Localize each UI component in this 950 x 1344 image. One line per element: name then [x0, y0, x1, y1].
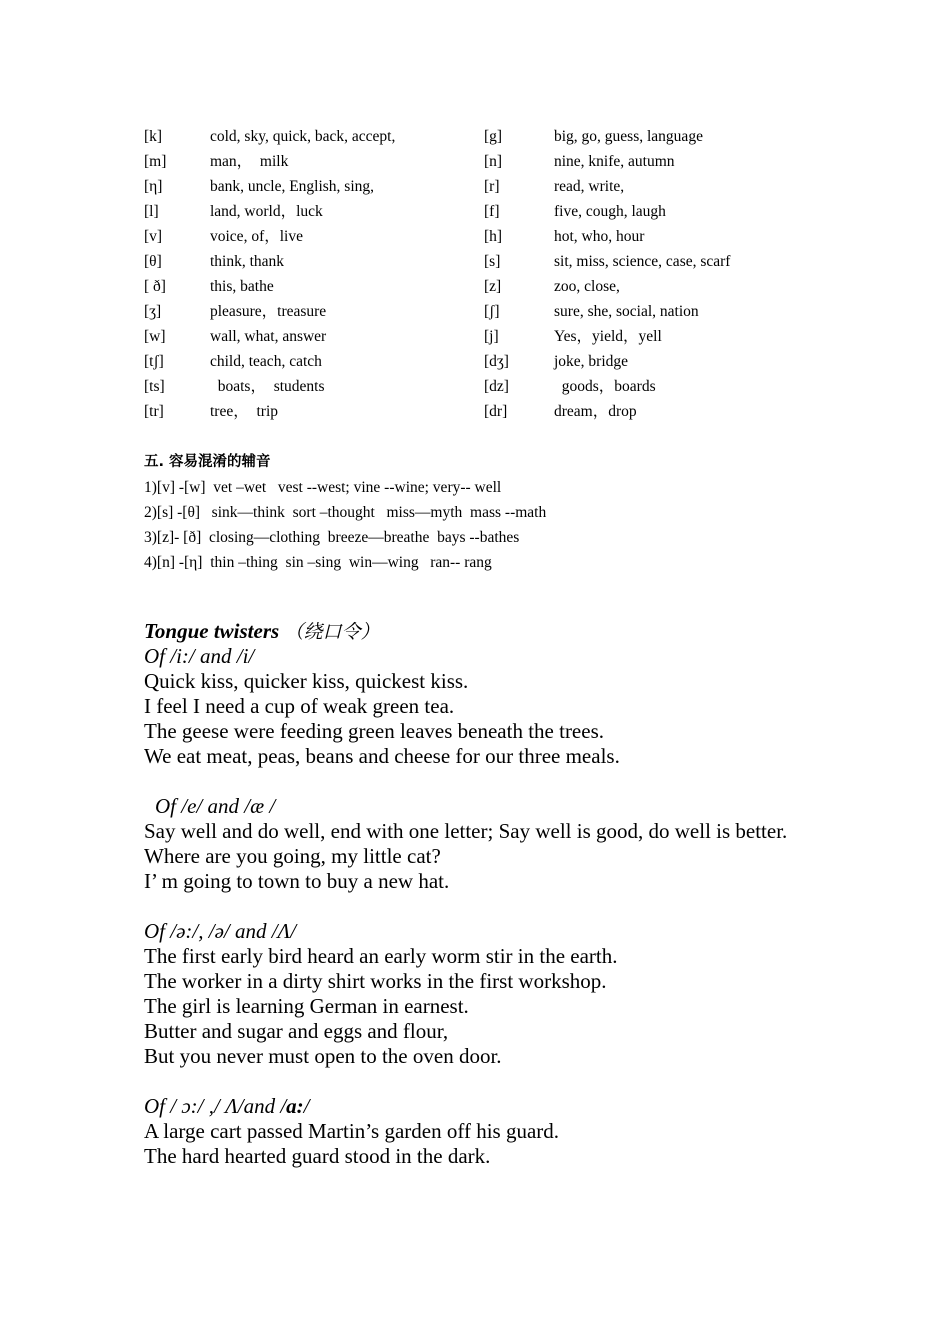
phonetic-symbol: [ ð] [144, 278, 166, 295]
example-words: joke, bridge [554, 353, 629, 370]
twister-line: The geese were feeding green leaves beneath the trees. [144, 719, 605, 743]
example-words: cold, sky, quick, back, accept, [210, 128, 396, 145]
example-words: child, teach, catch [210, 353, 322, 370]
example-words: big, go, guess, language [554, 128, 703, 145]
group-heading: Of /e/ and /æ / [155, 794, 276, 818]
table-row [144, 274, 806, 299]
example-words: sit, miss, science, case, scarf [554, 253, 731, 270]
twister-line: The girl is learning German in earnest. [144, 994, 469, 1018]
table-row [144, 174, 806, 199]
twister-line: The hard hearted guard stood in the dark. [144, 1144, 491, 1168]
table-row [144, 374, 806, 399]
twister-line: Say well and do well, end with one letter; Say well is good, do well is better. [144, 819, 788, 843]
example-words: hot, who, hour [554, 228, 645, 245]
table-row [144, 149, 806, 174]
phonetic-symbol: [f] [484, 203, 500, 220]
phonetic-symbol: [r] [484, 178, 500, 195]
table-row [144, 249, 806, 274]
example-words: voice, of，live [210, 228, 303, 245]
example-words: this, bathe [210, 278, 274, 295]
twister-line: Where are you going, my little cat? [144, 844, 441, 868]
group-heading: Of /i:/ and /i/ [144, 644, 255, 668]
twister-line: Quick kiss, quicker kiss, quickest kiss. [144, 669, 469, 693]
tongue-twisters-heading [144, 619, 806, 644]
consonant-pair: 4)[n] -[η] thin –thing sin –sing win—wing ran-- rang [144, 554, 492, 571]
example-words: boats， students [210, 378, 325, 395]
table-row [144, 349, 806, 374]
phonetic-symbol: [j] [484, 328, 499, 345]
example-words: bank, uncle, English, sing, [210, 178, 375, 195]
tongue-twisters-title-cn: （绕口令） [284, 621, 380, 643]
phonetic-symbol: [v] [144, 228, 163, 245]
phonetic-symbol: [tr] [144, 403, 164, 420]
phonetic-symbol: [η] [144, 178, 163, 195]
twister-line: I feel I need a cup of weak green tea. [144, 694, 455, 718]
example-words: goods，boards [554, 378, 656, 395]
consonant-pair: 3)[z]- [ð] closing—clothing breeze—breathe bays --bathes [144, 529, 520, 546]
example-words: nine, knife, autumn [554, 153, 675, 170]
phonetic-symbol: [ʒ] [144, 303, 162, 320]
phonetic-symbol: [s] [484, 253, 501, 270]
example-words: think, thank [210, 253, 285, 270]
example-words: sure, she, social, nation [554, 303, 699, 320]
phonetic-symbol: [n] [484, 153, 503, 170]
table-row [144, 324, 806, 349]
example-words: tree， trip [210, 403, 279, 420]
page-content [144, 124, 806, 1169]
phonetic-symbol: [w] [144, 328, 166, 345]
phonetic-symbol: [dr] [484, 403, 508, 420]
example-words: five, cough, laugh [554, 203, 666, 220]
example-words: read, write, [554, 178, 625, 195]
phonetic-symbol: [ts] [144, 378, 165, 395]
phonetic-symbol: [dz] [484, 378, 509, 395]
phonetic-symbol: [h] [484, 228, 503, 245]
twister-line: The worker in a dirty shirt works in the first workshop. [144, 969, 607, 993]
phonetic-symbol: [z] [484, 278, 502, 295]
table-row [144, 224, 806, 249]
table-row [144, 124, 806, 149]
twister-line: Butter and sugar and eggs and flour, [144, 1019, 449, 1043]
phonetic-symbol: [l] [144, 203, 159, 220]
twister-line: The first early bird heard an early worm stir in the earth. [144, 944, 618, 968]
group-heading-text: Of / ɔ:/ ,/ Λ/and / [144, 1094, 287, 1118]
twister-line: A large cart passed Martin’s garden off his guard. [144, 1119, 560, 1143]
group-heading-bold: a: [286, 1094, 304, 1118]
twister-line: I’ m going to town to buy a new hat. [144, 869, 450, 893]
phonetic-symbol: [θ] [144, 253, 162, 270]
phonetic-symbol: [m] [144, 153, 167, 170]
tongue-twisters-title: Tongue twisters [144, 619, 280, 643]
example-words: man， milk [210, 153, 289, 170]
section-title: 五. 容易混淆的辅音 [144, 454, 271, 470]
example-words: dream，drop [554, 403, 637, 420]
table-row [144, 399, 806, 424]
example-words: wall, what, answer [210, 328, 327, 345]
phonetic-symbol: [k] [144, 128, 163, 145]
group-heading [144, 1094, 806, 1119]
example-words: zoo, close, [554, 278, 620, 295]
example-words: pleasure，treasure [210, 303, 327, 320]
phonetic-symbol: [dʒ] [484, 353, 509, 370]
consonant-table [144, 124, 806, 424]
twister-line: We eat meat, peas, beans and cheese for our three meals. [144, 744, 620, 768]
twister-line: But you never must open to the oven door. [144, 1044, 502, 1068]
phonetic-symbol: [ʃ] [484, 303, 500, 320]
consonant-pair: 1)[v] -[w] vet –wet vest --west; vine --wine; very-- well [144, 479, 502, 496]
table-row [144, 299, 806, 324]
table-row [144, 199, 806, 224]
example-words: land, world，luck [210, 203, 323, 220]
phonetic-symbol: [g] [484, 128, 503, 145]
example-words: Yes，yield，yell [554, 328, 662, 345]
consonant-pair: 2)[s] -[θ] sink—think sort –thought miss—myth mass --math [144, 504, 547, 521]
group-heading: Of /ə:/, /ə/ and /Λ/ [144, 919, 297, 943]
group-heading-end: / [303, 1094, 310, 1118]
phonetic-symbol: [tʃ] [144, 353, 164, 370]
